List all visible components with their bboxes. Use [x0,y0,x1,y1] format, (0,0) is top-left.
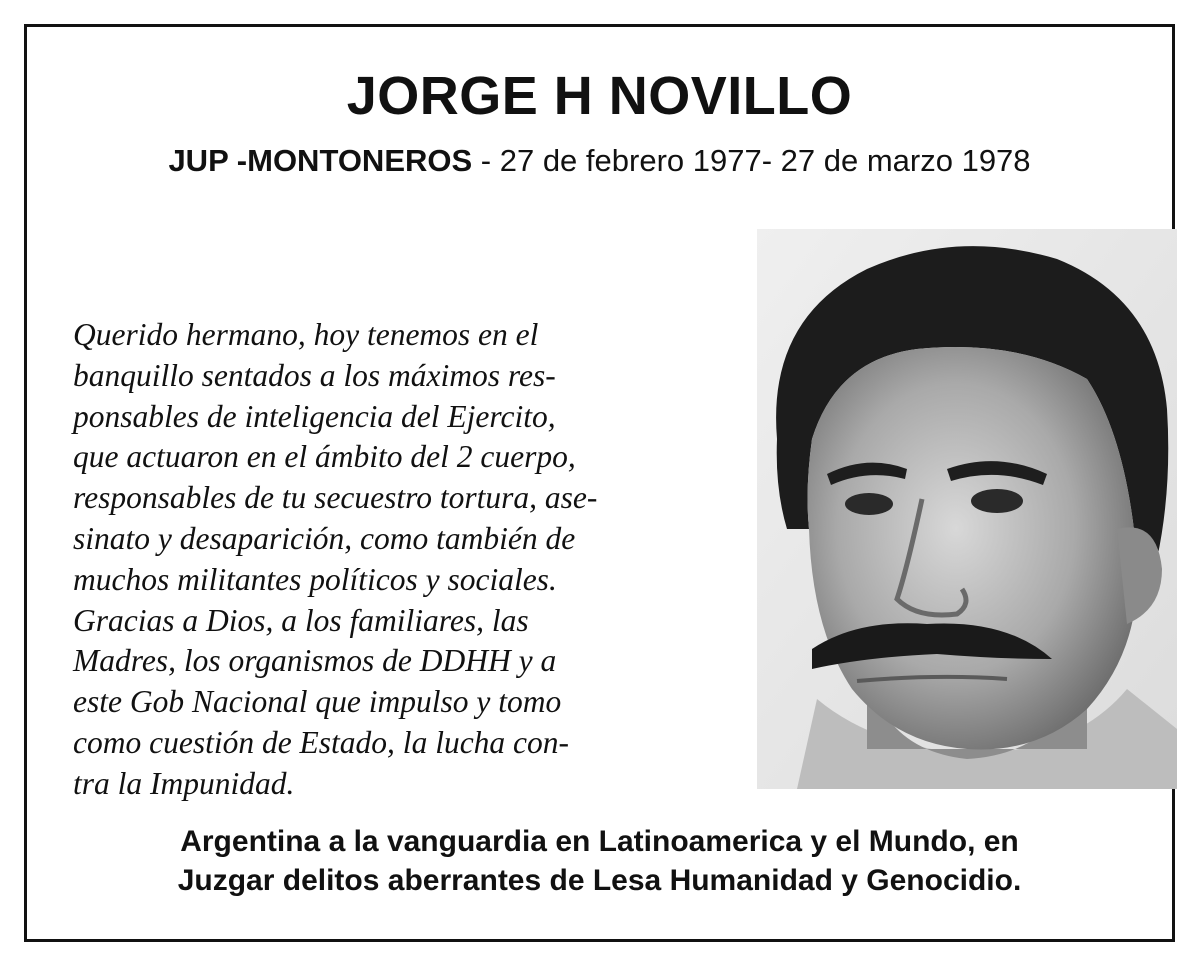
letter-line: Madres, los organismos de DDHH y a [73,643,557,679]
memorial-notice-frame [24,24,1175,942]
closing-line: Argentina a la vanguardia en Latinoamerica y el Mundo, en [180,825,1019,858]
right-eye [971,489,1023,513]
letter-line: banquillo sentados a los máximos res- [73,357,556,393]
letter-line: responsables de tu secuestro tortura, ase- [73,480,598,516]
letter-line: como cuestión de Estado, la lucha con- [73,724,570,760]
letter-line: tra la Impunidad. [73,765,295,801]
person-name-title: JORGE H NOVILLO [346,66,853,126]
letter-line: Querido hermano, hoy tenemos en el [73,317,539,352]
affiliation-dates-line [27,143,1172,179]
dates-range: - 27 de febrero 1977- 27 de marzo 1978 [472,143,1031,178]
left-eye [845,493,893,515]
organization-label: JUP -MONTONEROS [168,143,473,178]
letter-line: ponsables de inteligencia del Ejercito, [73,398,556,434]
letter-line: sinato y desaparición, como también de [73,520,576,556]
closing-statement [27,822,1172,900]
portrait-photo [757,229,1177,789]
letter-line: muchos militantes políticos y sociales. [73,561,557,597]
letter-line: que actuaron en el ámbito del 2 cuerpo, [73,439,576,475]
closing-line: Juzgar delitos aberrantes de Lesa Humanidad y Genocidio. [177,864,1022,897]
dedication-letter [73,315,723,805]
letter-line: Gracias a Dios, a los familiares, las [73,602,529,638]
letter-line: este Gob Nacional que impulso y tomo [73,684,562,720]
face [808,347,1138,750]
